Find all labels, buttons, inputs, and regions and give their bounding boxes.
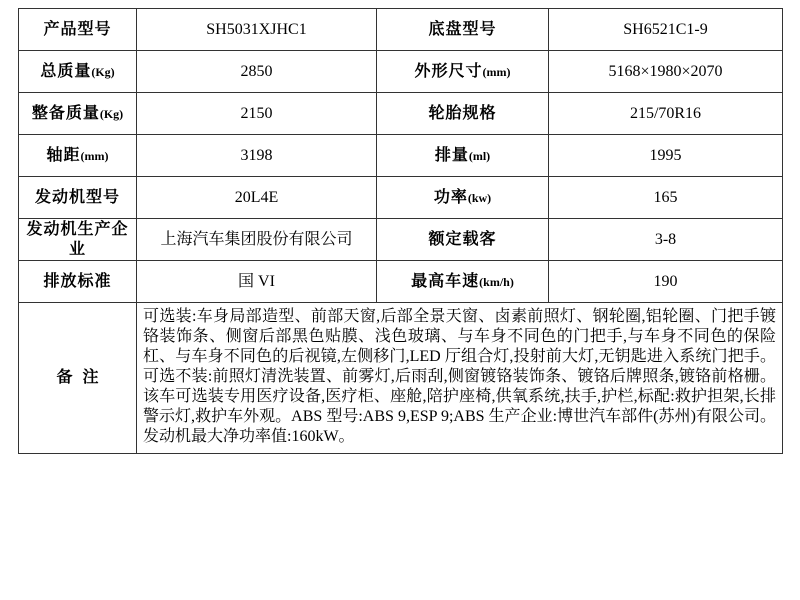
- row-value-power: 165: [549, 177, 783, 219]
- row-value-chassis-model: SH6521C1-9: [549, 9, 783, 51]
- table-row: [19, 261, 783, 303]
- row-value-wheelbase: 3198: [137, 135, 377, 177]
- remarks-text: 可选装:车身局部造型、前部天窗,后部全景天窗、卤素前照灯、钢轮圈,铝轮圈、门把手镀铬装饰条、侧窗后部黑色贴膜、浅色玻璃、与车身不同色的门把手,与车身不同色的保险杠、与车身不同色的后视镜,左侧移门,LED 厅组合灯,投射前大灯,无钥匙进入系统门把手。可选不装:前照灯清洗装置、前雾灯,后雨刮,侧窗镀铬装饰条、镀铬后牌照条,镀铬前格栅。该车可选装专用医疗设备,医疗柜、座舱,陪护座椅,供氧系统,扶手,护栏,标配:救护担架,长排警示灯,救护车外观。ABS 型号:ABS 9,ESP 9;ABS 生产企业:博世汽车部件(苏州)有限公司。发动机最大净功率值:160kW。: [143, 308, 776, 445]
- row-label-gross-mass: 总质量(Kg): [19, 51, 137, 93]
- row-label-tire-spec: 轮胎规格: [377, 93, 549, 135]
- row-value-displacement: 1995: [549, 135, 783, 177]
- row-label-engine-model: 发动机型号: [19, 177, 137, 219]
- row-value-emission-standard: 国 VI: [137, 261, 377, 303]
- row-value-max-speed: 190: [549, 261, 783, 303]
- row-value-curb-mass: 2150: [137, 93, 377, 135]
- row-label-displacement: 排量(ml): [377, 135, 549, 177]
- row-label-chassis-model: 底盘型号: [377, 9, 549, 51]
- vehicle-spec-table: [18, 8, 783, 454]
- row-value-engine-model: 20L4E: [137, 177, 377, 219]
- row-label-rated-passengers: 额定载客: [377, 219, 549, 261]
- row-label-power: 功率(kw): [377, 177, 549, 219]
- row-label-max-speed: 最高车速(km/h): [377, 261, 549, 303]
- row-value-tire-spec: 215/70R16: [549, 93, 783, 135]
- row-label-product-model: 产品型号: [19, 9, 137, 51]
- row-value-engine-manufacturer: 上海汽车集团股份有限公司: [137, 219, 377, 261]
- table-row: [19, 219, 783, 261]
- row-label-engine-manufacturer: 发动机生产企业: [19, 219, 137, 261]
- row-label-dimensions: 外形尺寸(mm): [377, 51, 549, 93]
- row-value-gross-mass: 2850: [137, 51, 377, 93]
- table-row: [19, 177, 783, 219]
- row-value-product-model: SH5031XJHC1: [137, 9, 377, 51]
- row-label-wheelbase: 轴距(mm): [19, 135, 137, 177]
- table-row-remarks: [19, 303, 783, 454]
- table-row: [19, 135, 783, 177]
- row-value-rated-passengers: 3-8: [549, 219, 783, 261]
- table-row: [19, 51, 783, 93]
- row-label-remarks: 备注: [19, 303, 137, 454]
- row-value-dimensions: 5168×1980×2070: [549, 51, 783, 93]
- row-label-curb-mass: 整备质量(Kg): [19, 93, 137, 135]
- table-row: [19, 9, 783, 51]
- row-label-emission-standard: 排放标准: [19, 261, 137, 303]
- row-value-remarks: [137, 303, 783, 454]
- table-row: [19, 93, 783, 135]
